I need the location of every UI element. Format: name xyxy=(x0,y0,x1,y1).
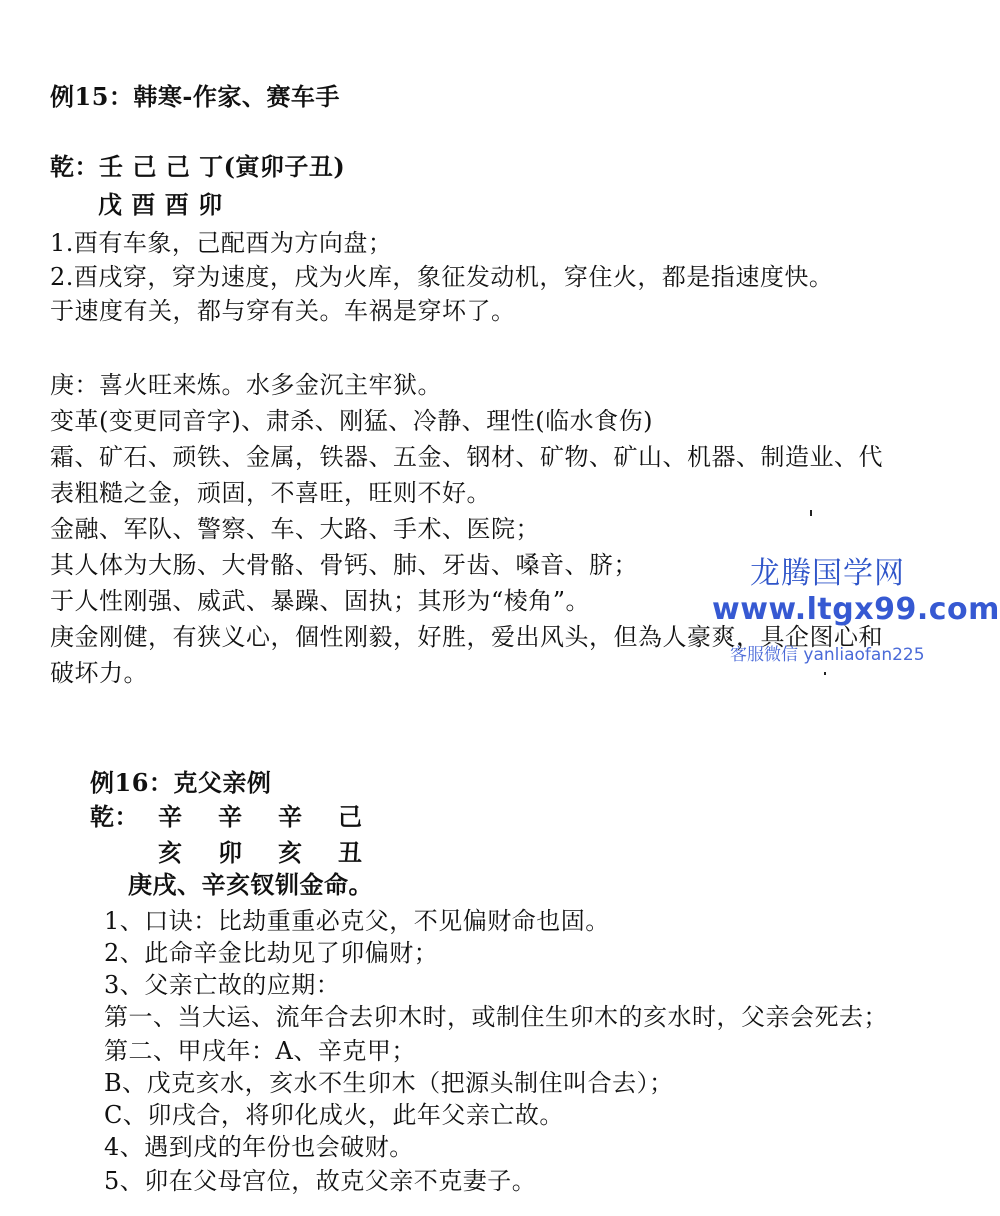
geng-line-1: 庚：喜火旺来炼。水多金沉主牢狱。 xyxy=(50,371,442,399)
example15-line-1: 1.酉有车象，己配酉为方向盘； xyxy=(50,229,393,257)
example16-title: 例16：克父亲例 xyxy=(90,768,272,797)
example16-chart-stems: 辛 辛 辛 己 xyxy=(158,802,368,831)
geng-line-9: 破坏力。 xyxy=(50,659,148,687)
example16-line-8: 4、遇到戌的年份也会破财。 xyxy=(104,1133,414,1161)
example16-line-2: 2、此命辛金比劫见了卯偏财； xyxy=(104,939,439,967)
geng-line-5: 金融、军队、警察、车、大路、手术、医院； xyxy=(50,515,540,543)
example16-subtitle: 庚戌、辛亥钗钏金命。 xyxy=(128,870,373,899)
scan-speck xyxy=(824,672,826,675)
example15-chart-stems: 乾：壬 己 己 丁(寅卯子丑) xyxy=(50,152,346,181)
example16-chart-prefix: 乾： xyxy=(90,802,139,831)
example16-line-9: 5、卯在父母宫位，故克父亲不克妻子。 xyxy=(104,1167,537,1195)
watermark-contact: 客服微信 yanliaofan225 xyxy=(730,645,925,665)
example15-line-3: 于速度有关，都与穿有关。车祸是穿坏了。 xyxy=(50,297,516,325)
watermark-title: 龙腾国学网 xyxy=(750,556,905,591)
example16-line-4: 第一、当大运、流年合去卯木时，或制住生卯木的亥水时，父亲会死去； xyxy=(104,1003,888,1031)
geng-line-8: 庚金刚健，有狭义心，個性刚毅，好胜，爱出风头，但為人豪爽，具企图心和 xyxy=(50,623,883,651)
example15-chart-branches: 戊 酉 酉 卯 xyxy=(98,190,223,219)
geng-line-6: 其人体为大肠、大骨骼、骨钙、肺、牙齿、嗓音、脐； xyxy=(50,551,638,579)
geng-line-7: 于人性刚强、威武、暴躁、固执；其形为“棱角”。 xyxy=(50,587,591,615)
geng-line-4: 表粗糙之金，顽固，不喜旺，旺则不好。 xyxy=(50,479,491,507)
example15-title: 例15：韩寒-作家、赛车手 xyxy=(50,82,340,111)
geng-line-2: 变革(变更同音字)、肃杀、刚猛、冷静、理性(临水食伤) xyxy=(50,407,653,435)
example16-line-7: C、卯戌合，将卯化成火，此年父亲亡故。 xyxy=(104,1101,564,1129)
scan-speck xyxy=(810,510,812,516)
example16-line-6: B、戊克亥水，亥水不生卯木（把源头制住叫合去）； xyxy=(104,1069,674,1097)
example16-line-1: 1、口诀：比劫重重必克父，不见偏财命也固。 xyxy=(104,907,610,935)
example15-line-2: 2.酉戌穿，穿为速度，戌为火库，象征发动机，穿住火，都是指速度快。 xyxy=(50,263,834,291)
example16-line-5: 第二、甲戌年：A、辛克甲； xyxy=(104,1037,416,1065)
watermark-url: www.ltgx99.com xyxy=(712,592,1000,627)
example16-chart-branches: 亥 卯 亥 丑 xyxy=(158,838,368,867)
geng-line-3: 霜、矿石、顽铁、金属，铁器、五金、钢材、矿物、矿山、机器、制造业、代 xyxy=(50,443,883,471)
example16-line-3: 3、父亲亡故的应期： xyxy=(104,971,341,999)
